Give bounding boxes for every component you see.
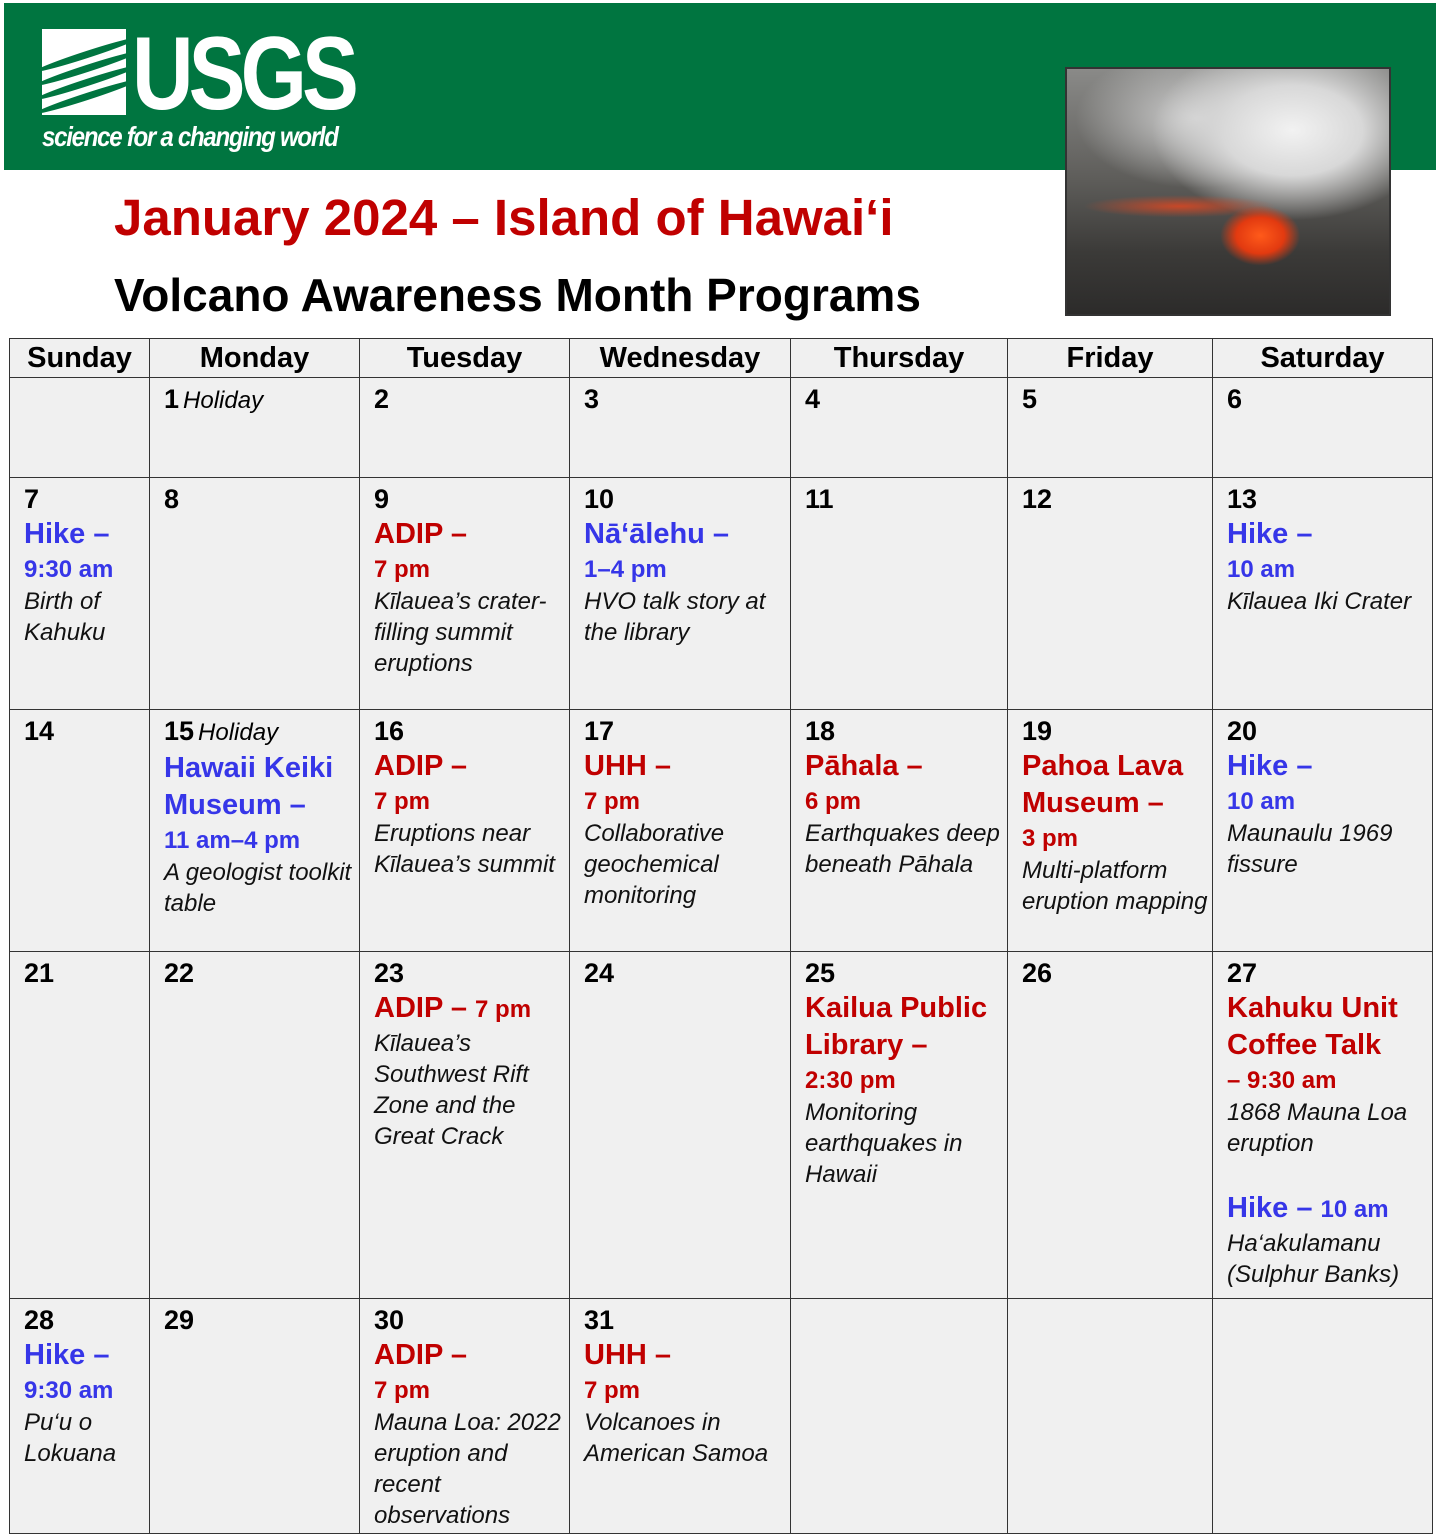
event-time: 10 am [1320, 1196, 1389, 1223]
day-cell [1007, 1298, 1213, 1534]
event-time: 2:30 pm [805, 1067, 896, 1094]
event [1227, 516, 1432, 617]
event-title: ADIP – [374, 1339, 467, 1371]
event-description: A geologist toolkit table [164, 859, 352, 917]
event [1227, 1190, 1432, 1290]
event-description: Kīlauea Iki Crater [1227, 588, 1412, 615]
event-title: Pahoa Lava Museum – [1022, 750, 1184, 819]
day-cell [1007, 709, 1213, 952]
page-title: January 2024 – Island of Hawai‘i [114, 189, 894, 246]
event-description: Earthquakes deep beneath Pāhala [805, 820, 1000, 878]
day-number: 22 [164, 958, 195, 988]
day-cell [569, 477, 791, 710]
day-cell [790, 1298, 1008, 1534]
day-number: 4 [805, 384, 821, 414]
event-time: 7 pm [584, 1377, 641, 1404]
event-title: Hike – [24, 1339, 110, 1371]
day-cell [1007, 477, 1213, 710]
day-cell [149, 477, 360, 710]
event-time: 9:30 am [24, 1377, 114, 1404]
event-description: Volcanoes in American Samoa [584, 1409, 769, 1467]
event-description: 1868 Mauna Loa eruption [1227, 1099, 1408, 1157]
day-cell [149, 1298, 360, 1534]
day-cell [1212, 377, 1433, 478]
event-title: Hike – [1227, 750, 1313, 782]
event-time: 10 am [1227, 556, 1296, 583]
event-title: Hike – [1227, 518, 1313, 550]
lava-fountain-photo [1065, 67, 1391, 316]
event-description: Kīlauea’s crater-filling summit eruptions [374, 588, 547, 677]
weekday-header: Tuesday [359, 338, 570, 378]
day-cell [790, 709, 1008, 952]
event-description: Monitoring earthquakes in Hawaii [805, 1099, 963, 1188]
day-cell [359, 377, 570, 478]
event-description: Pu‘u o Lokuana [24, 1409, 117, 1467]
day-cell [1007, 951, 1213, 1299]
event [584, 1337, 790, 1469]
weekday-header: Wednesday [569, 338, 791, 378]
event-title: Hike – [1227, 1192, 1313, 1224]
day-cell [359, 1298, 570, 1534]
day-number: 23 [374, 958, 405, 988]
event-time: 6 pm [805, 788, 862, 815]
event-description: HVO talk story at the library [584, 588, 766, 646]
day-number: 10 [584, 484, 615, 514]
day-number: 14 [24, 716, 55, 746]
event [374, 516, 569, 679]
event [24, 516, 149, 648]
weekday-header: Friday [1007, 338, 1213, 378]
day-cell [1212, 1298, 1433, 1534]
day-cell [149, 951, 360, 1299]
event-title: ADIP – [374, 992, 467, 1024]
day-cell [1212, 951, 1433, 1299]
day-number: 30 [374, 1305, 405, 1335]
event-time: – 9:30 am [1227, 1067, 1337, 1094]
event-time: 9:30 am [24, 556, 114, 583]
event-title: Nā‘ālehu – [584, 518, 730, 550]
weekday-header: Thursday [790, 338, 1008, 378]
day-cell [569, 951, 791, 1299]
event [374, 1337, 569, 1531]
event-time: 7 pm [584, 788, 641, 815]
day-cell [9, 377, 150, 478]
event-time: 3 pm [1022, 825, 1079, 852]
event-time: 11 am–4 pm [164, 827, 301, 854]
day-number: 9 [374, 484, 390, 514]
day-number: 24 [584, 958, 615, 988]
event [164, 750, 359, 919]
event-description: Kīlauea’s Southwest Rift Zone and the Great Crack [374, 1030, 529, 1150]
day-cell [1212, 709, 1433, 952]
day-cell [149, 377, 360, 478]
holiday-note: Holiday [198, 719, 279, 746]
day-number: 25 [805, 958, 836, 988]
day-number: 1 [164, 384, 180, 414]
day-number: 28 [24, 1305, 55, 1335]
event [805, 990, 1007, 1190]
event [584, 748, 790, 911]
day-cell [9, 477, 150, 710]
event [584, 516, 790, 648]
logo-tagline: science for a changing world [42, 121, 338, 152]
usgs-logo [42, 16, 382, 159]
event [1227, 990, 1432, 1159]
day-cell [790, 477, 1008, 710]
event [374, 990, 569, 1152]
event-description: Eruptions near Kīlauea’s summit [374, 820, 555, 878]
event-title: Pāhala – [805, 750, 923, 782]
day-number: 12 [1022, 484, 1053, 514]
day-cell [359, 477, 570, 710]
weekday-header: Sunday [9, 338, 150, 378]
weekday-header: Saturday [1212, 338, 1433, 378]
day-number: 2 [374, 384, 390, 414]
event [1022, 748, 1212, 917]
event-description: Mauna Loa: 2022 eruption and recent observations [374, 1409, 561, 1529]
day-number: 29 [164, 1305, 195, 1335]
event-time: 7 pm [475, 996, 532, 1023]
day-cell [790, 951, 1008, 1299]
event [805, 748, 1007, 880]
event-title: Hike – [24, 518, 110, 550]
usgs-wave-icon [42, 29, 126, 115]
day-number: 21 [24, 958, 55, 988]
day-number: 6 [1227, 384, 1243, 414]
day-number: 8 [164, 484, 180, 514]
holiday-note: Holiday [183, 387, 264, 414]
event-title: Kailua Public Library – [805, 992, 988, 1061]
day-cell [569, 709, 791, 952]
event-description: Ha‘akulamanu (Sulphur Banks) [1227, 1230, 1400, 1288]
day-number: 3 [584, 384, 600, 414]
event-title: UHH – [584, 1339, 672, 1371]
weekday-header: Monday [149, 338, 360, 378]
event [24, 1337, 149, 1469]
day-cell [1212, 477, 1433, 710]
day-number: 27 [1227, 958, 1258, 988]
event-time: 7 pm [374, 1377, 431, 1404]
day-number: 7 [24, 484, 40, 514]
event-title: Hawaii Keiki Museum – [164, 752, 334, 821]
event-time: 10 am [1227, 788, 1296, 815]
logo-wordmark: USGS [132, 16, 355, 132]
day-number: 18 [805, 716, 836, 746]
day-number: 26 [1022, 958, 1053, 988]
day-number: 31 [584, 1305, 615, 1335]
event-time: 1–4 pm [584, 556, 667, 583]
day-cell [9, 951, 150, 1299]
event-time: 7 pm [374, 556, 431, 583]
day-number: 13 [1227, 484, 1258, 514]
day-number: 11 [805, 484, 834, 514]
day-number: 17 [584, 716, 615, 746]
day-number: 15 [164, 716, 195, 746]
event-description: Multi-platform eruption mapping [1022, 857, 1208, 915]
event-title: Kahuku Unit Coffee Talk [1227, 992, 1398, 1061]
day-cell [9, 709, 150, 952]
day-cell [569, 1298, 791, 1534]
day-cell [790, 377, 1008, 478]
day-number: 20 [1227, 716, 1258, 746]
day-number: 16 [374, 716, 405, 746]
event [374, 748, 569, 880]
event-time: 7 pm [374, 788, 431, 815]
day-cell [149, 709, 360, 952]
day-cell [1007, 377, 1213, 478]
day-number: 5 [1022, 384, 1038, 414]
day-cell [569, 377, 791, 478]
day-cell [9, 1298, 150, 1534]
event-description: Maunaulu 1969 fissure [1227, 820, 1393, 878]
day-cell [359, 709, 570, 952]
event-title: UHH – [584, 750, 672, 782]
event-description: Collaborative geochemical monitoring [584, 820, 725, 909]
page-subtitle: Volcano Awareness Month Programs [114, 269, 921, 321]
day-cell [359, 951, 570, 1299]
event [1227, 748, 1432, 880]
event-title: ADIP – [374, 518, 467, 550]
event-title: ADIP – [374, 750, 467, 782]
day-number: 19 [1022, 716, 1053, 746]
event-description: Birth of Kahuku [24, 588, 106, 646]
